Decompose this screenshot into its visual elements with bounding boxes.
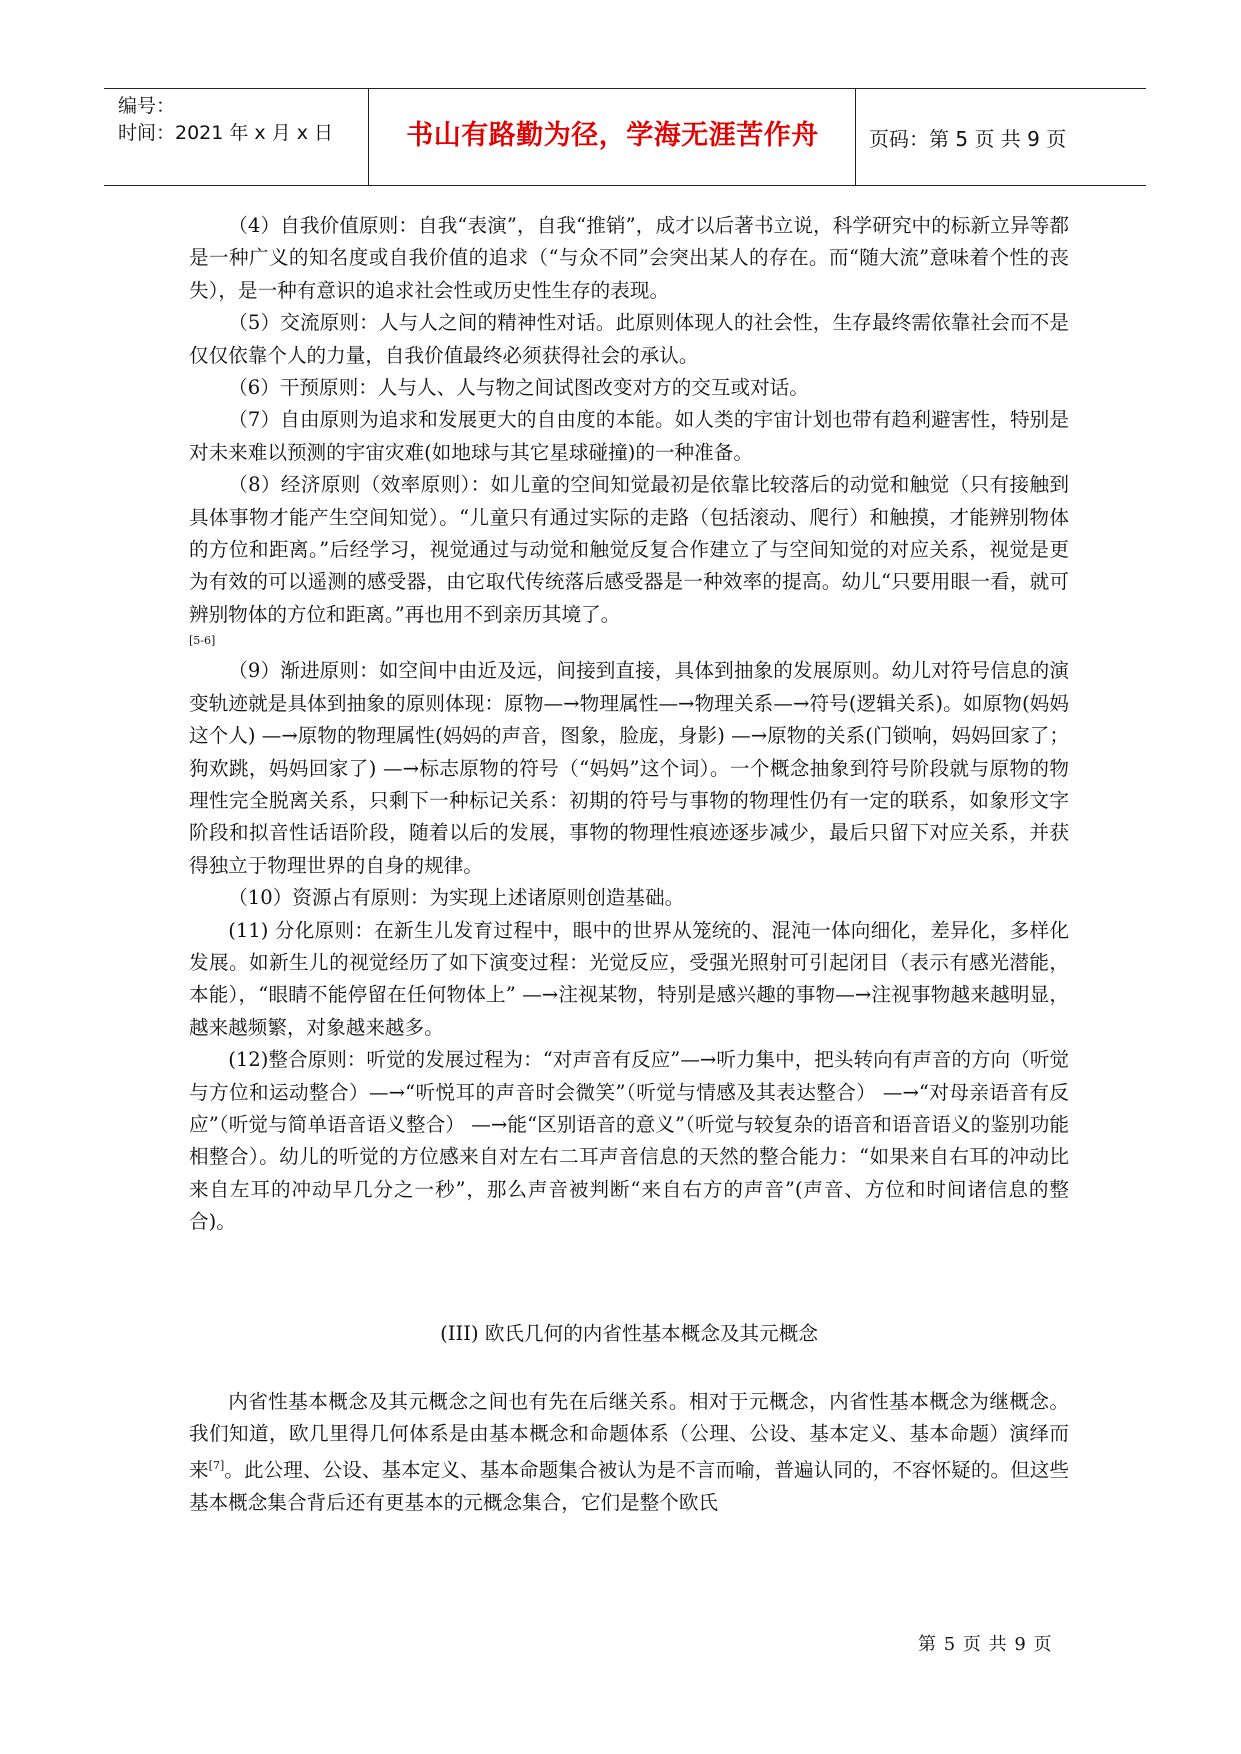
paragraph-section-intro: [189, 1386, 1069, 1520]
section-text-pre: 内省性基本概念及其元概念之间也有先在后继关系。相对于元概念，内省性基本概念为继概念。我们知道，欧几里得几何体系是由基本概念和命题体系（公理、公设、基本定义、基本命题）演绎而来: [189, 1389, 1069, 1482]
paragraph-principle-10: （10）资源占有原则：为实现上述诸原则创造基础。: [228, 886, 685, 910]
header-time-label: 时间：2021 年 x 月 x 日: [118, 122, 334, 144]
paragraph-principle-7: （7）自由原则为追求和发展更大的自由度的本能。如人类的宇宙计划也带有趋利避害性，特别是对未来难以预测的宇宙灾难(如地球与其它星球碰撞)的一种准备。: [189, 408, 1069, 464]
header-number-label: 编号：: [118, 95, 176, 117]
paragraph-principle-4: （4）自我价值原则：自我“表演”，自我“推销”，成才以后著书立说，科学研究中的标新立异等都是一种广义的知名度或自我价值的追求（“与众不同”会突出某人的存在。而“随大流”意味着个性的丧失），是一种有意识的追求社会性或历史性生存的表现。: [189, 214, 1069, 302]
section-title: (III) 欧氏几何的内省性基本概念及其元概念: [440, 1321, 818, 1345]
section-text-post: 。此公理、公设、基本定义、基本命题集合被认为是不言而喻，普遍认同的，不容怀疑的。但这些基本概念集合背后还有更基本的元概念集合，它们是整个欧氏: [189, 1458, 1070, 1515]
paragraph-principle-5: （5）交流原则：人与人之间的精神性对话。此原则体现人的社会性，生存最终需依靠社会而不是仅仅依靠个人的力量，自我价值最终必须获得社会的承认。: [189, 311, 1069, 367]
paragraph-principle-11: (11) 分化原则：在新生儿发育过程中，眼中的世界从笼统的、混沌一体向细化，差异化，多样化发展。如新生儿的视觉经历了如下演变过程：光觉反应，受强光照射可引起闭目（表示有感光潜能，本能），“眼睛不能停留在任何物体上” —→注视某物，特别是感兴趣的事物—→注视事物越来越明显，越来越频繁，对象越来越多。: [189, 918, 1069, 1039]
section-citation: [7]: [208, 1459, 225, 1473]
page-footer: 第 5 页 共 9 页: [918, 1634, 1053, 1655]
header-meta: [118, 93, 366, 147]
citation-ref: [5-6]: [189, 634, 216, 648]
page-header: [104, 88, 1146, 186]
header-divider-right: [855, 89, 856, 185]
paragraph-principle-12: (12)整合原则：听觉的发展过程为：“对声音有反应”—→听力集中，把头转向有声音的方向（听觉与方位和运动整合）—→“听悦耳的声音时会微笑”（听觉与情感及其表达整合） —→“对母亲语音有反应”（听觉与简单语音语义整合） —→能“区别语音的意义”（听觉与较复杂的语音和语音语义的鉴别功能相整合）。幼儿的听觉的方位感来自对左右二耳声音信息的天然的整合能力：“如果来自右耳的冲动比来自左耳的冲动早几分之一秒”，那么声音被判断“来自右方的声音”(声音、方位和时间诸信息的整合)。: [189, 1048, 1070, 1234]
document-body: [189, 210, 1069, 1520]
header-motto: 书山有路勤为径，学海无涯苦作舟: [406, 120, 819, 151]
paragraph-principle-6: （6）干预原则：人与人、人与物之间试图改变对方的交互或对话。: [228, 376, 809, 400]
header-page-code: 页码：第 5 页 共 9 页: [869, 127, 1067, 151]
paragraph-principle-8: （8）经济原则（效率原则）：如儿童的空间知觉最初是依靠比较落后的动觉和触觉（只有接触到具体事物才能产生空间知觉）。“儿童只有通过实际的走路（包括滚动、爬行）和触摸，才能辨别物体的方位和距离。”后经学习，视觉通过与动觉和触觉反复合作建立了与空间知觉的对应关系，视觉是更为有效的可以遥测的感受器，由它取代传统落后感受器是一种效率的提高。幼儿“只要用眼一看，就可辨别物体的方位和距离。”再也用不到亲历其境了。: [189, 473, 1069, 626]
header-divider-left: [368, 89, 369, 185]
paragraph-principle-9: （9）渐进原则：如空间中由近及远，间接到直接，具体到抽象的发展原则。幼儿对符号信息的演变轨迹就是具体到抽象的原则体现：原物—→物理属性—→物理关系—→符号(逻辑关系)。如原物(妈妈这个人) —→原物的物理属性(妈妈的声音，图象，脸庞，身影) —→原物的关系(门锁响，妈妈回家了；狗欢跳，妈妈回家了) —→标志原物的符号（“妈妈”这个词）。一个概念抽象到符号阶段就与原物的物理性完全脱离关系，只剩下一种标记关系：初期的符号与事物的物理性仍有一定的联系，如象形文字阶段和拟音性话语阶段，随着以后的发展，事物的物理性痕迹逐步减少，最后只留下对应关系，并获得独立于物理世界的自身的规律。: [189, 659, 1069, 877]
